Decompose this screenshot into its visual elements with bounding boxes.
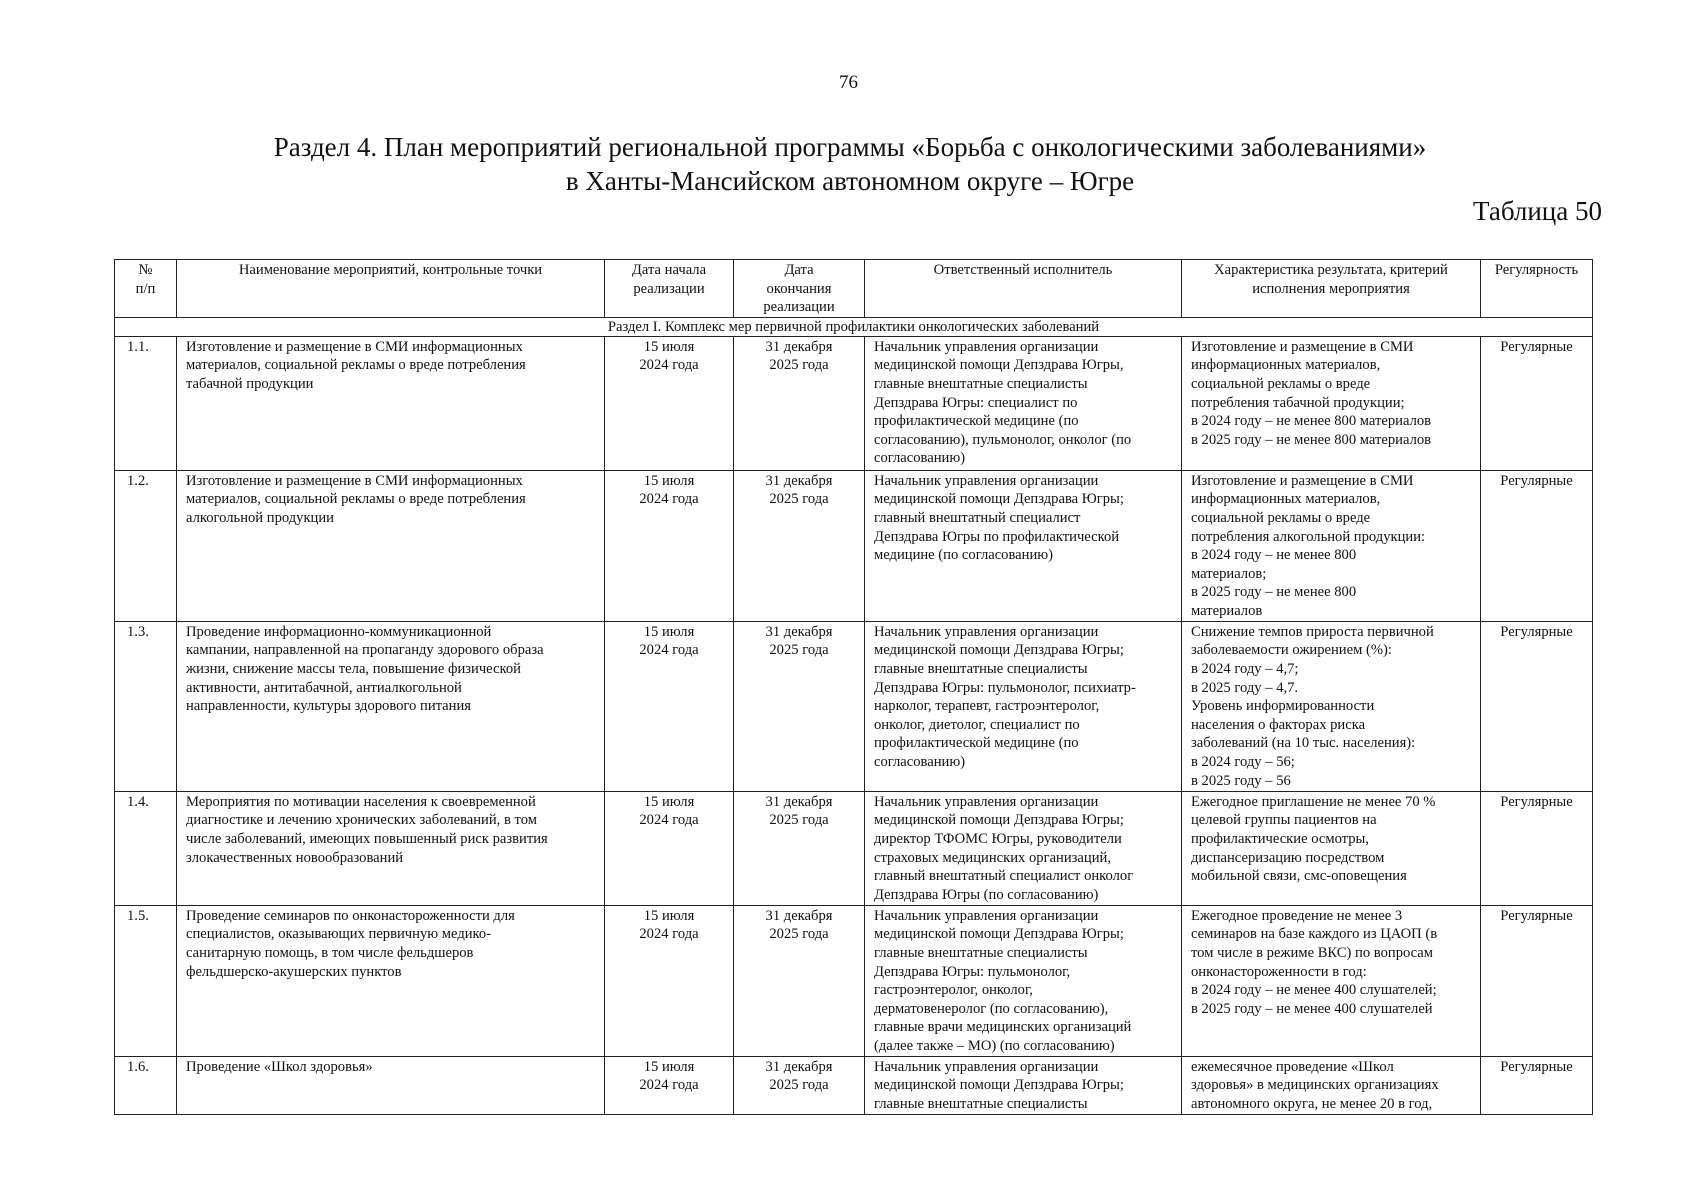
row-responsible: Начальник управления организации медицинской помощи Депздрава Югры; главные внештатные специалисты Депздрава Югры: пульмонолог, гастроэнтеролог, онколог, дерматовенеролог (по согласованию), главные врачи медицинских организаций (далее также – МО) (по согласованию) <box>865 905 1182 1056</box>
row-regularity: Регулярные <box>1481 905 1593 1056</box>
row-responsible: Начальник управления организации медицинской помощи Депздрава Югры; директор ТФОМС Югры, руководители страховых медицинских организаций, главный внештатный специалист онколог Депздрава Югры (по согласованию) <box>865 791 1182 905</box>
row-responsible: Начальник управления организации медицинской помощи Депздрава Югры; главный внештатный специалист Депздрава Югры по профилактической медицине (по согласованию) <box>865 470 1182 621</box>
row-activity-name: Проведение семинаров по онконастороженности для специалистов, оказывающих первичную медико- санитарную помощь, в том числе фельдшеров фельдшерско-акушерских пунктов <box>177 905 605 1056</box>
row-responsible: Начальник управления организации медицинской помощи Депздрава Югры, главные внештатные специалисты Депздрава Югры: специалист по профилактической медицине (по согласованию), пульмонолог, онколог (по согласованию) <box>865 336 1182 470</box>
row-regularity: Регулярные <box>1481 470 1593 621</box>
page-number: 76 <box>839 72 858 93</box>
table-row <box>115 336 1593 470</box>
activities-plan-table <box>114 259 1593 1115</box>
row-activity-name: Проведение информационно-коммуникационной кампании, направленной на пропаганду здорового образа жизни, снижение массы тела, повышение физической активности, антитабачной, антиалкогольной направленности, культуры здорового питания <box>177 621 605 791</box>
header-result: Характеристика результата, критерий исполнения мероприятия <box>1182 260 1481 318</box>
header-start-date: Дата начала реализации <box>605 260 734 318</box>
row-start-date: 15 июля 2024 года <box>605 621 734 791</box>
table-header-row <box>115 260 1593 318</box>
row-regularity: Регулярные <box>1481 1056 1593 1114</box>
row-end-date: 31 декабря 2025 года <box>734 1056 865 1114</box>
row-regularity: Регулярные <box>1481 336 1593 470</box>
row-end-date: 31 декабря 2025 года <box>734 791 865 905</box>
row-result: Ежегодное проведение не менее 3 семинаров на базе каждого из ЦАОП (в том числе в режиме ВКС) по вопросам онконастороженности в год: в 2024 году – не менее 400 слушателей; в 2025 году – не менее 400 слушателей <box>1182 905 1481 1056</box>
row-start-date: 15 июля 2024 года <box>605 336 734 470</box>
table-row <box>115 470 1593 621</box>
row-start-date: 15 июля 2024 года <box>605 791 734 905</box>
header-number: № п/п <box>115 260 177 318</box>
table-row <box>115 905 1593 1056</box>
row-number: 1.6. <box>115 1056 177 1114</box>
row-end-date: 31 декабря 2025 года <box>734 905 865 1056</box>
row-activity-name: Мероприятия по мотивации населения к своевременной диагностике и лечению хронических заболеваний, в том числе заболеваний, имеющих повышенный риск развития злокачественных новообразований <box>177 791 605 905</box>
header-responsible: Ответственный исполнитель <box>865 260 1182 318</box>
row-result: Ежегодное приглашение не менее 70 % целевой группы пациентов на профилактические осмотры, диспансеризацию посредством мобильной связи, смс-оповещения <box>1182 791 1481 905</box>
row-number: 1.5. <box>115 905 177 1056</box>
table-label: Таблица 50 <box>1473 196 1602 226</box>
row-result: Изготовление и размещение в СМИ информационных материалов, социальной рекламы о вреде потребления табачной продукции; в 2024 году – не менее 800 материалов в 2025 году – не менее 800 материалов <box>1182 336 1481 470</box>
table-row <box>115 791 1593 905</box>
row-end-date: 31 декабря 2025 года <box>734 336 865 470</box>
title-line-1: Раздел 4. План мероприятий региональной программы «Борьба с онкологическими заболеваниями» <box>273 132 1427 162</box>
section-title: Раздел I. Комплекс мер первичной профилактики онкологических заболеваний <box>115 317 1593 336</box>
section-row <box>115 317 1593 336</box>
title-line-2: в Ханты-Мансийском автономном округе – Югре <box>565 166 1135 196</box>
row-number: 1.3. <box>115 621 177 791</box>
row-responsible: Начальник управления организации медицинской помощи Депздрава Югры; главные внештатные специалисты Депздрава Югры: пульмонолог, психиатр- нарколог, терапевт, гастроэнтеролог, онколог, диетолог, специалист по профилактической медицине (по согласованию) <box>865 621 1182 791</box>
row-result: Снижение темпов прироста первичной заболеваемости ожирением (%): в 2024 году – 4,7; в 2025 году – 4,7. Уровень информированности населения о факторах риска заболеваний (на 10 тыс. населения): в 2024 году – 56; в 2025 году – 56 <box>1182 621 1481 791</box>
row-activity-name: Проведение «Школ здоровья» <box>177 1056 605 1114</box>
table-row <box>115 1056 1593 1114</box>
row-regularity: Регулярные <box>1481 621 1593 791</box>
document-title <box>120 130 1580 198</box>
row-responsible: Начальник управления организации медицинской помощи Депздрава Югры; главные внештатные специалисты <box>865 1056 1182 1114</box>
row-start-date: 15 июля 2024 года <box>605 470 734 621</box>
table-row <box>115 621 1593 791</box>
row-activity-name: Изготовление и размещение в СМИ информационных материалов, социальной рекламы о вреде потребления табачной продукции <box>177 336 605 470</box>
header-name: Наименование мероприятий, контрольные точки <box>177 260 605 318</box>
row-start-date: 15 июля 2024 года <box>605 905 734 1056</box>
header-end-date: Дата окончания реализации <box>734 260 865 318</box>
row-end-date: 31 декабря 2025 года <box>734 470 865 621</box>
row-number: 1.1. <box>115 336 177 470</box>
header-regularity: Регулярность <box>1481 260 1593 318</box>
row-result: ежемесячное проведение «Школ здоровья» в медицинских организациях автономного округа, не менее 20 в год, <box>1182 1056 1481 1114</box>
row-number: 1.4. <box>115 791 177 905</box>
row-regularity: Регулярные <box>1481 791 1593 905</box>
row-end-date: 31 декабря 2025 года <box>734 621 865 791</box>
row-start-date: 15 июля 2024 года <box>605 1056 734 1114</box>
row-result: Изготовление и размещение в СМИ информационных материалов, социальной рекламы о вреде потребления алкогольной продукции: в 2024 году – не менее 800 материалов; в 2025 году – не менее 800 материалов <box>1182 470 1481 621</box>
row-number: 1.2. <box>115 470 177 621</box>
row-activity-name: Изготовление и размещение в СМИ информационных материалов, социальной рекламы о вреде потребления алкогольной продукции <box>177 470 605 621</box>
